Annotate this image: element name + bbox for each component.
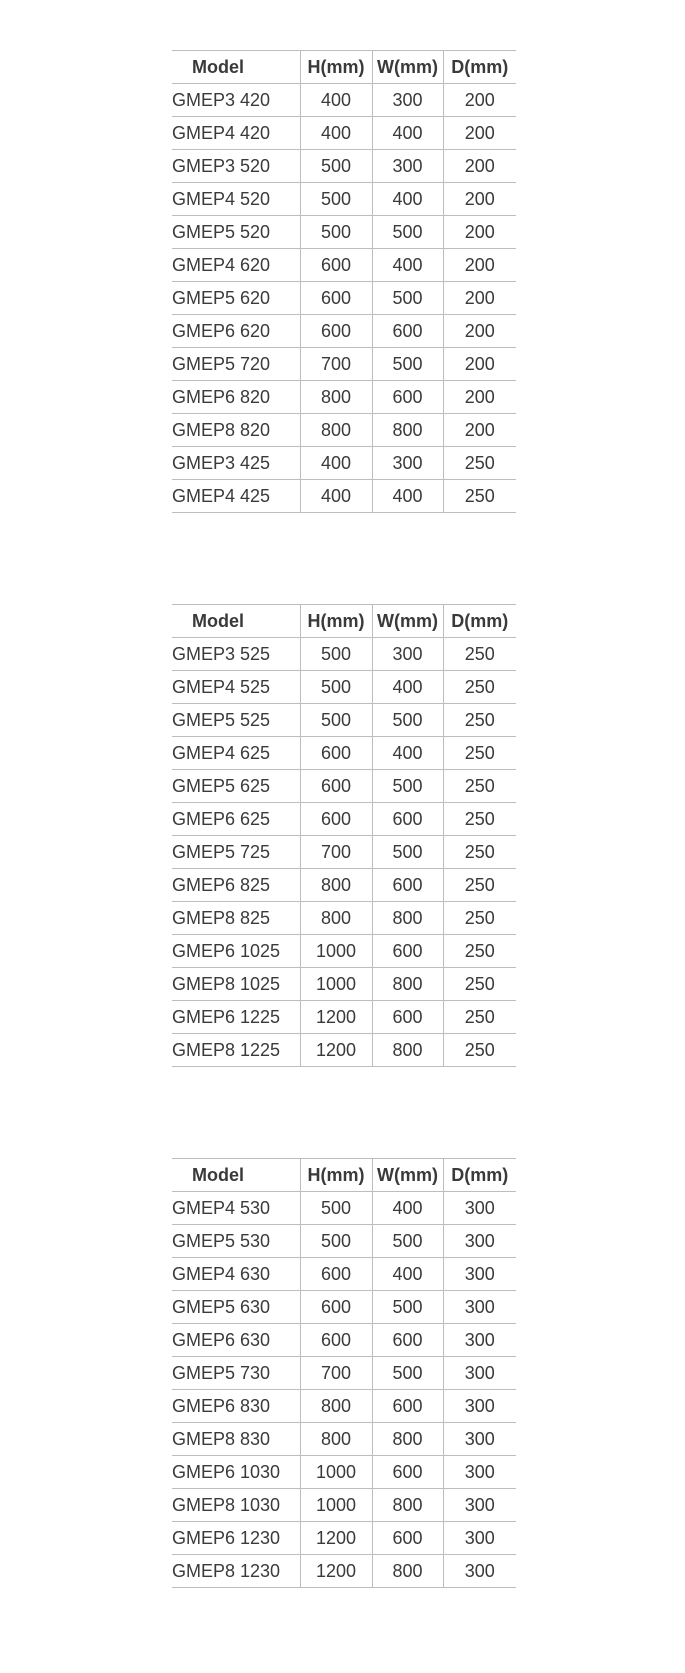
depth-cell: 300 <box>443 1390 516 1423</box>
depth-cell: 200 <box>443 150 516 183</box>
depth-cell: 300 <box>443 1192 516 1225</box>
height-cell: 1200 <box>300 1034 372 1067</box>
width-cell: 500 <box>372 348 443 381</box>
table-row <box>172 638 516 671</box>
table-row <box>172 1225 516 1258</box>
model-cell: GMEP5 725 <box>172 836 300 869</box>
header-row <box>172 51 516 84</box>
depth-cell: 200 <box>443 414 516 447</box>
depth-cell: 200 <box>443 315 516 348</box>
model-cell: GMEP3 425 <box>172 447 300 480</box>
depth-cell: 200 <box>443 381 516 414</box>
width-cell: 500 <box>372 1357 443 1390</box>
height-cell: 1000 <box>300 1489 372 1522</box>
depth-cell: 250 <box>443 1034 516 1067</box>
width-cell: 600 <box>372 315 443 348</box>
table-row <box>172 117 516 150</box>
depth-cell: 300 <box>443 1291 516 1324</box>
header-model: Model <box>172 605 300 638</box>
depth-cell: 250 <box>443 447 516 480</box>
header-height: H(mm) <box>300 51 372 84</box>
table-row <box>172 183 516 216</box>
model-cell: GMEP8 830 <box>172 1423 300 1456</box>
header-depth: D(mm) <box>443 1159 516 1192</box>
height-cell: 400 <box>300 480 372 513</box>
width-cell: 400 <box>372 117 443 150</box>
width-cell: 500 <box>372 704 443 737</box>
height-cell: 1000 <box>300 1456 372 1489</box>
depth-cell: 300 <box>443 1258 516 1291</box>
spec-table-1 <box>172 50 516 513</box>
table-row <box>172 836 516 869</box>
width-cell: 600 <box>372 1522 443 1555</box>
table-row <box>172 671 516 704</box>
height-cell: 1200 <box>300 1522 372 1555</box>
depth-cell: 200 <box>443 183 516 216</box>
width-cell: 500 <box>372 282 443 315</box>
height-cell: 800 <box>300 414 372 447</box>
height-cell: 500 <box>300 183 372 216</box>
depth-cell: 250 <box>443 638 516 671</box>
width-cell: 500 <box>372 1225 443 1258</box>
model-cell: GMEP6 620 <box>172 315 300 348</box>
height-cell: 600 <box>300 803 372 836</box>
model-cell: GMEP5 530 <box>172 1225 300 1258</box>
height-cell: 600 <box>300 282 372 315</box>
header-width: W(mm) <box>372 605 443 638</box>
model-cell: GMEP6 1225 <box>172 1001 300 1034</box>
model-cell: GMEP4 530 <box>172 1192 300 1225</box>
width-cell: 800 <box>372 1555 443 1588</box>
height-cell: 600 <box>300 1258 372 1291</box>
depth-cell: 250 <box>443 935 516 968</box>
height-cell: 700 <box>300 1357 372 1390</box>
model-cell: GMEP4 630 <box>172 1258 300 1291</box>
width-cell: 400 <box>372 671 443 704</box>
table-row <box>172 1357 516 1390</box>
model-cell: GMEP6 825 <box>172 869 300 902</box>
height-cell: 1200 <box>300 1001 372 1034</box>
model-cell: GMEP8 1230 <box>172 1555 300 1588</box>
width-cell: 500 <box>372 770 443 803</box>
width-cell: 800 <box>372 414 443 447</box>
height-cell: 800 <box>300 1390 372 1423</box>
height-cell: 500 <box>300 704 372 737</box>
depth-cell: 250 <box>443 836 516 869</box>
table-row <box>172 1258 516 1291</box>
depth-cell: 250 <box>443 869 516 902</box>
height-cell: 600 <box>300 1291 372 1324</box>
table-row <box>172 803 516 836</box>
width-cell: 600 <box>372 869 443 902</box>
height-cell: 800 <box>300 869 372 902</box>
table-row <box>172 704 516 737</box>
depth-cell: 300 <box>443 1456 516 1489</box>
height-cell: 500 <box>300 150 372 183</box>
model-cell: GMEP4 520 <box>172 183 300 216</box>
model-cell: GMEP8 1030 <box>172 1489 300 1522</box>
width-cell: 600 <box>372 381 443 414</box>
width-cell: 600 <box>372 1324 443 1357</box>
table-row <box>172 381 516 414</box>
header-width: W(mm) <box>372 1159 443 1192</box>
table-row <box>172 935 516 968</box>
width-cell: 300 <box>372 447 443 480</box>
model-cell: GMEP6 1230 <box>172 1522 300 1555</box>
width-cell: 400 <box>372 183 443 216</box>
header-depth: D(mm) <box>443 51 516 84</box>
table-row <box>172 737 516 770</box>
model-cell: GMEP6 830 <box>172 1390 300 1423</box>
height-cell: 800 <box>300 1423 372 1456</box>
height-cell: 400 <box>300 117 372 150</box>
table-row <box>172 348 516 381</box>
height-cell: 600 <box>300 737 372 770</box>
width-cell: 800 <box>372 902 443 935</box>
width-cell: 600 <box>372 935 443 968</box>
depth-cell: 250 <box>443 902 516 935</box>
depth-cell: 300 <box>443 1423 516 1456</box>
width-cell: 500 <box>372 836 443 869</box>
height-cell: 700 <box>300 836 372 869</box>
depth-cell: 200 <box>443 348 516 381</box>
width-cell: 300 <box>372 84 443 117</box>
model-cell: GMEP8 1025 <box>172 968 300 1001</box>
table-row <box>172 1001 516 1034</box>
model-cell: GMEP6 625 <box>172 803 300 836</box>
header-height: H(mm) <box>300 1159 372 1192</box>
header-model: Model <box>172 1159 300 1192</box>
model-cell: GMEP6 820 <box>172 381 300 414</box>
model-cell: GMEP6 630 <box>172 1324 300 1357</box>
model-cell: GMEP5 630 <box>172 1291 300 1324</box>
model-cell: GMEP3 420 <box>172 84 300 117</box>
depth-cell: 250 <box>443 1001 516 1034</box>
table-row <box>172 480 516 513</box>
height-cell: 800 <box>300 902 372 935</box>
depth-cell: 250 <box>443 803 516 836</box>
height-cell: 400 <box>300 84 372 117</box>
model-cell: GMEP3 520 <box>172 150 300 183</box>
model-cell: GMEP4 620 <box>172 249 300 282</box>
model-cell: GMEP8 825 <box>172 902 300 935</box>
height-cell: 500 <box>300 671 372 704</box>
table-row <box>172 1324 516 1357</box>
table-body <box>172 638 516 1067</box>
model-cell: GMEP8 1225 <box>172 1034 300 1067</box>
height-cell: 600 <box>300 1324 372 1357</box>
table-row <box>172 1456 516 1489</box>
height-cell: 800 <box>300 381 372 414</box>
table-body <box>172 84 516 513</box>
width-cell: 800 <box>372 1034 443 1067</box>
width-cell: 500 <box>372 216 443 249</box>
table-row <box>172 770 516 803</box>
table-row <box>172 1034 516 1067</box>
depth-cell: 250 <box>443 704 516 737</box>
height-cell: 500 <box>300 1225 372 1258</box>
model-cell: GMEP5 625 <box>172 770 300 803</box>
table-row <box>172 216 516 249</box>
height-cell: 500 <box>300 1192 372 1225</box>
model-cell: GMEP8 820 <box>172 414 300 447</box>
width-cell: 600 <box>372 1456 443 1489</box>
table-row <box>172 1555 516 1588</box>
table-row <box>172 1423 516 1456</box>
height-cell: 1000 <box>300 968 372 1001</box>
header-model: Model <box>172 51 300 84</box>
height-cell: 1000 <box>300 935 372 968</box>
height-cell: 500 <box>300 638 372 671</box>
width-cell: 300 <box>372 638 443 671</box>
width-cell: 600 <box>372 1001 443 1034</box>
model-cell: GMEP3 525 <box>172 638 300 671</box>
header-row <box>172 1159 516 1192</box>
model-cell: GMEP6 1025 <box>172 935 300 968</box>
header-depth: D(mm) <box>443 605 516 638</box>
depth-cell: 200 <box>443 282 516 315</box>
table-row <box>172 282 516 315</box>
depth-cell: 250 <box>443 968 516 1001</box>
depth-cell: 200 <box>443 117 516 150</box>
table-row <box>172 1522 516 1555</box>
table-row <box>172 1192 516 1225</box>
table-row <box>172 84 516 117</box>
table-row <box>172 968 516 1001</box>
depth-cell: 300 <box>443 1225 516 1258</box>
depth-cell: 300 <box>443 1357 516 1390</box>
depth-cell: 250 <box>443 480 516 513</box>
table-row <box>172 1489 516 1522</box>
height-cell: 700 <box>300 348 372 381</box>
depth-cell: 200 <box>443 84 516 117</box>
model-cell: GMEP5 525 <box>172 704 300 737</box>
table-row <box>172 447 516 480</box>
header-height: H(mm) <box>300 605 372 638</box>
height-cell: 500 <box>300 216 372 249</box>
depth-cell: 250 <box>443 671 516 704</box>
width-cell: 400 <box>372 1258 443 1291</box>
depth-cell: 250 <box>443 737 516 770</box>
depth-cell: 300 <box>443 1522 516 1555</box>
spec-table-2 <box>172 604 516 1067</box>
width-cell: 400 <box>372 480 443 513</box>
width-cell: 400 <box>372 249 443 282</box>
table-row <box>172 315 516 348</box>
width-cell: 800 <box>372 1423 443 1456</box>
model-cell: GMEP4 420 <box>172 117 300 150</box>
depth-cell: 300 <box>443 1555 516 1588</box>
table-row <box>172 1390 516 1423</box>
width-cell: 400 <box>372 737 443 770</box>
table-row <box>172 150 516 183</box>
width-cell: 600 <box>372 803 443 836</box>
height-cell: 1200 <box>300 1555 372 1588</box>
table-body <box>172 1192 516 1588</box>
depth-cell: 200 <box>443 249 516 282</box>
depth-cell: 200 <box>443 216 516 249</box>
depth-cell: 300 <box>443 1324 516 1357</box>
height-cell: 600 <box>300 770 372 803</box>
height-cell: 600 <box>300 315 372 348</box>
spec-table-3 <box>172 1158 516 1588</box>
height-cell: 400 <box>300 447 372 480</box>
width-cell: 600 <box>372 1390 443 1423</box>
depth-cell: 300 <box>443 1489 516 1522</box>
model-cell: GMEP4 425 <box>172 480 300 513</box>
table-row <box>172 414 516 447</box>
depth-cell: 250 <box>443 770 516 803</box>
width-cell: 800 <box>372 968 443 1001</box>
model-cell: GMEP4 625 <box>172 737 300 770</box>
header-width: W(mm) <box>372 51 443 84</box>
model-cell: GMEP4 525 <box>172 671 300 704</box>
table-row <box>172 902 516 935</box>
table-row <box>172 869 516 902</box>
table-row <box>172 249 516 282</box>
width-cell: 400 <box>372 1192 443 1225</box>
model-cell: GMEP6 1030 <box>172 1456 300 1489</box>
width-cell: 800 <box>372 1489 443 1522</box>
width-cell: 500 <box>372 1291 443 1324</box>
table-row <box>172 1291 516 1324</box>
width-cell: 300 <box>372 150 443 183</box>
model-cell: GMEP5 730 <box>172 1357 300 1390</box>
model-cell: GMEP5 720 <box>172 348 300 381</box>
model-cell: GMEP5 520 <box>172 216 300 249</box>
height-cell: 600 <box>300 249 372 282</box>
header-row <box>172 605 516 638</box>
model-cell: GMEP5 620 <box>172 282 300 315</box>
